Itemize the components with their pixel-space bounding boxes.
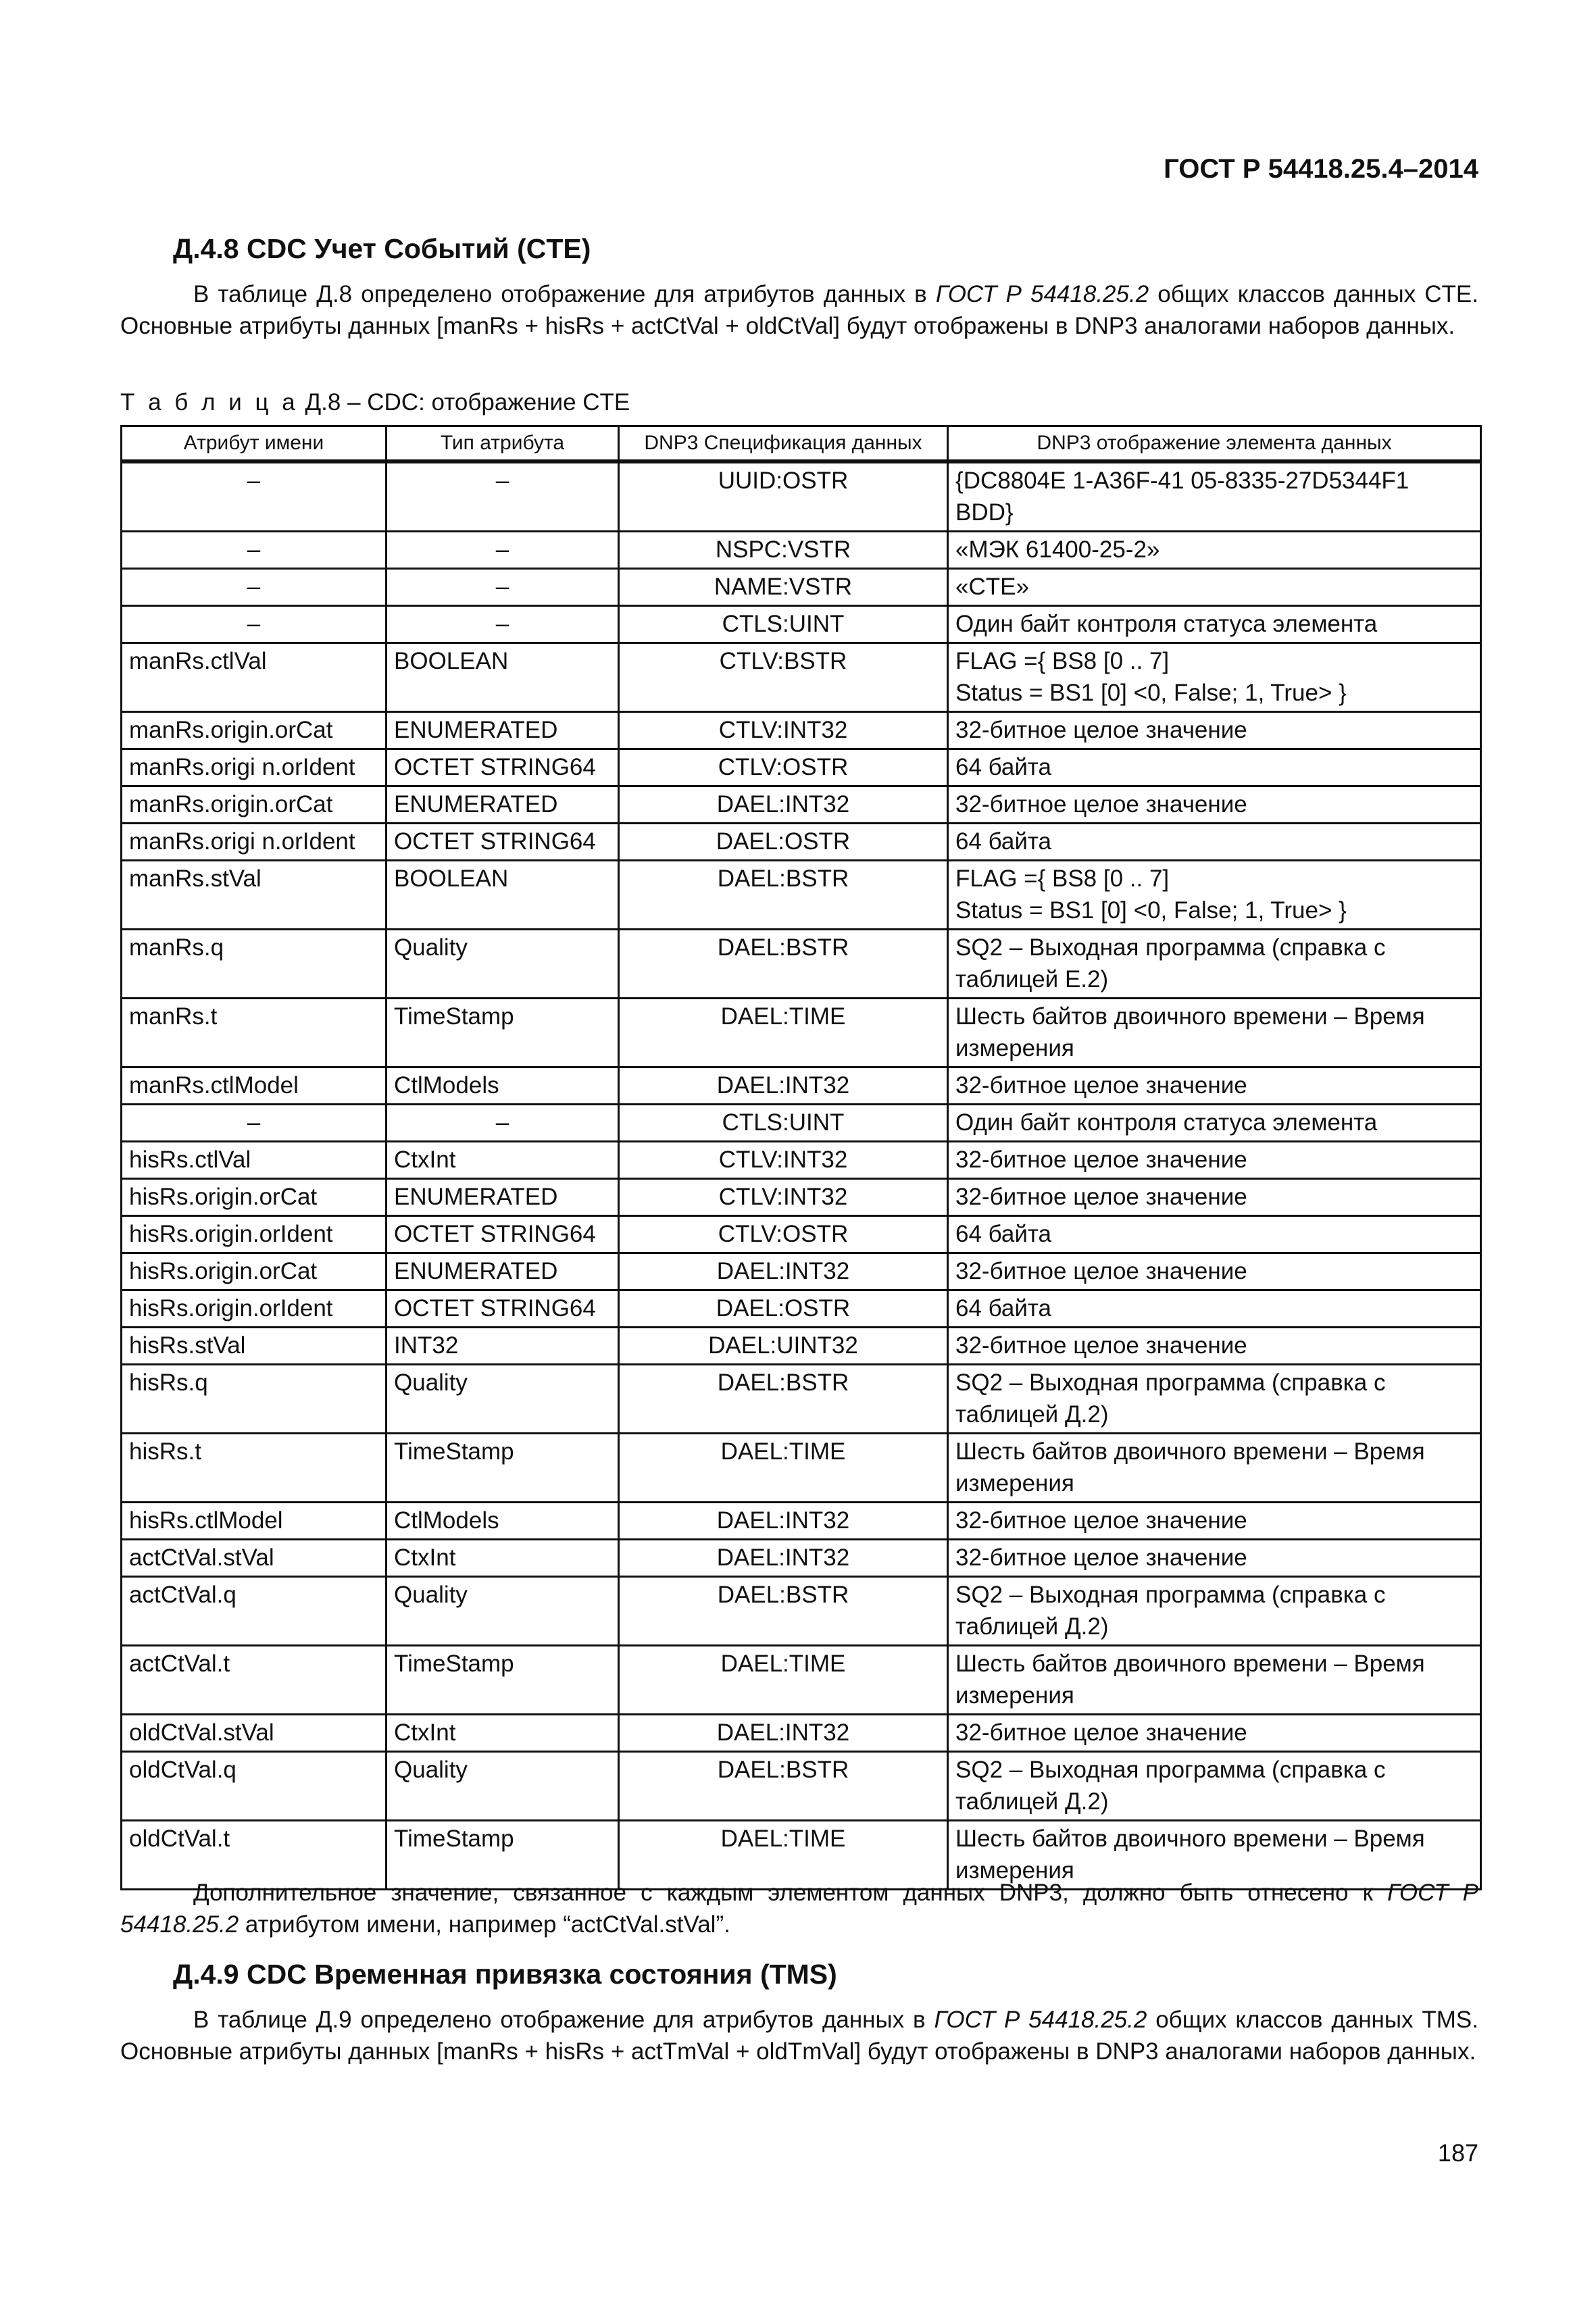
dnp3-spec-cell: DAEL:UINT32 [619,1328,948,1365]
dnp3-mapping-cell: 32-битное целое значение [948,1067,1481,1105]
section-title-tms: Д.4.9 CDC Временная привязка состояния (TMS) [173,1959,837,1990]
column-header: DNP3 отображение элемента данных [948,426,1481,462]
table-caption-label: Т а б л и ц а [120,389,299,416]
section-title-cte: Д.4.8 CDC Учет Событий (CTE) [173,233,591,264]
attribute-type-cell: ENUMERATED [386,1179,619,1216]
table-row [122,999,1481,1067]
dnp3-mapping-cell: Шесть байтов двоичного времени – Время измерения [948,999,1481,1067]
dnp3-mapping-cell: 32-битное целое значение [948,1328,1481,1365]
column-header: DNP3 Спецификация данных [619,426,948,462]
attribute-type-cell: TimeStamp [386,1821,619,1890]
dnp3-spec-cell: CTLV:OSTR [619,749,948,786]
attribute-name-cell: manRs.origi n.orIdent [122,749,386,786]
attribute-type-cell: CtxInt [386,1715,619,1752]
attribute-name-cell: manRs.t [122,999,386,1067]
table-row [122,749,1481,786]
dnp3-mapping-cell: 32-битное целое значение [948,1253,1481,1290]
dnp3-mapping-cell: 64 байта [948,1216,1481,1253]
dnp3-mapping-cell: 64 байта [948,824,1481,861]
attribute-name-cell: hisRs.t [122,1434,386,1503]
attribute-name-cell: hisRs.origin.orIdent [122,1216,386,1253]
attribute-name-cell: manRs.origi n.orIdent [122,824,386,861]
attribute-name-cell: – [122,569,386,606]
attribute-name-cell: – [122,461,386,532]
dnp3-spec-cell: NAME:VSTR [619,569,948,606]
page-number: 187 [1437,2139,1478,2167]
table-row [122,532,1481,569]
table-row [122,606,1481,643]
attribute-type-cell: OCTET STRING64 [386,1290,619,1328]
paragraph-text: В таблице Д.8 определено отображение для атрибутов данных в [193,281,936,307]
table-caption-text: Д.8 – CDC: отображение CTE [298,389,630,416]
cte-mapping-table [120,425,1482,1890]
dnp3-mapping-cell: Один байт контроля статуса элемента [948,606,1481,643]
standard-reference: ГОСТ Р 54418.25.2 [934,2007,1147,2033]
dnp3-spec-cell: CTLV:OSTR [619,1216,948,1253]
dnp3-spec-cell: DAEL:OSTR [619,1290,948,1328]
dnp3-mapping-cell: 32-битное целое значение [948,712,1481,749]
paragraph-text: Дополнительное значение, связанное с каждым элементом данных DNP3, должно быть отнесено к [193,1880,1387,1906]
dnp3-mapping-cell: Шесть байтов двоичного времени – Время измерения [948,1434,1481,1503]
table-row [122,712,1481,749]
table-row [122,1503,1481,1540]
table-row [122,1434,1481,1503]
dnp3-spec-cell: UUID:OSTR [619,461,948,532]
dnp3-spec-cell: CTLV:INT32 [619,1179,948,1216]
table-row [122,1715,1481,1752]
dnp3-spec-cell: CTLS:UINT [619,606,948,643]
attribute-name-cell: hisRs.ctlModel [122,1503,386,1540]
table-row [122,1365,1481,1434]
dnp3-mapping-cell: SQ2 – Выходная программа (справка с таблицей Д.2) [948,1577,1481,1646]
attribute-name-cell: manRs.origin.orCat [122,786,386,824]
table-row [122,1179,1481,1216]
dnp3-mapping-cell: 32-битное целое значение [948,1179,1481,1216]
dnp3-spec-cell: CTLV:BSTR [619,643,948,712]
dnp3-spec-cell: CTLV:INT32 [619,1142,948,1179]
dnp3-mapping-cell: «CTE» [948,569,1481,606]
dnp3-spec-cell: CTLV:INT32 [619,712,948,749]
attribute-name-cell: actCtVal.stVal [122,1540,386,1577]
attribute-type-cell: ENUMERATED [386,712,619,749]
attribute-name-cell: manRs.ctlModel [122,1067,386,1105]
dnp3-mapping-cell: 32-битное целое значение [948,1503,1481,1540]
dnp3-spec-cell: DAEL:BSTR [619,861,948,930]
table-row [122,1290,1481,1328]
table-row [122,1216,1481,1253]
attribute-name-cell: hisRs.origin.orIdent [122,1290,386,1328]
attribute-name-cell: hisRs.origin.orCat [122,1253,386,1290]
attribute-name-cell: manRs.q [122,930,386,999]
table-row [122,643,1481,712]
attribute-name-cell: – [122,532,386,569]
dnp3-spec-cell: DAEL:TIME [619,1821,948,1890]
attribute-type-cell: OCTET STRING64 [386,824,619,861]
dnp3-spec-cell: DAEL:OSTR [619,824,948,861]
dnp3-mapping-cell: Один байт контроля статуса элемента [948,1105,1481,1142]
attribute-name-cell: manRs.ctlVal [122,643,386,712]
attribute-type-cell: CtlModels [386,1503,619,1540]
attribute-name-cell: oldCtVal.t [122,1821,386,1890]
paragraph-text: общих классов данных TMS. Основные атрибуты данных [manRs + hisRs + actTmVal + oldTmVal] будут отображены в DNP3 аналогами наборов данных. [120,2007,1478,2065]
section-tms-paragraph [120,2004,1478,2067]
dnp3-mapping-cell: FLAG ={ BS8 [0 .. 7] Status = BS1 [0] <0, False; 1, True> } [948,861,1481,930]
attribute-type-cell: ENUMERATED [386,786,619,824]
attribute-type-cell: ENUMERATED [386,1253,619,1290]
attribute-name-cell: – [122,606,386,643]
attribute-name-cell: – [122,1105,386,1142]
attribute-type-cell: – [386,569,619,606]
dnp3-mapping-cell: «МЭК 61400-25-2» [948,532,1481,569]
paragraph-text: общих классов данных CTE. Основные атрибуты данных [manRs + hisRs + actCtVal + oldCtVal] будут отображены в DNP3 аналогами наборов данных. [120,281,1478,339]
attribute-type-cell: – [386,461,619,532]
attribute-name-cell: hisRs.origin.orCat [122,1179,386,1216]
table-body [122,461,1481,1890]
table-row [122,1067,1481,1105]
document-header: ГОСТ Р 54418.25.4–2014 [1164,154,1478,184]
attribute-type-cell: OCTET STRING64 [386,749,619,786]
attribute-type-cell: CtxInt [386,1540,619,1577]
attribute-type-cell: CtlModels [386,1067,619,1105]
attribute-name-cell: hisRs.ctlVal [122,1142,386,1179]
dnp3-mapping-cell: 32-битное целое значение [948,1715,1481,1752]
dnp3-spec-cell: CTLS:UINT [619,1105,948,1142]
attribute-type-cell: – [386,1105,619,1142]
attribute-name-cell: oldCtVal.q [122,1752,386,1821]
dnp3-spec-cell: DAEL:INT32 [619,1540,948,1577]
dnp3-spec-cell: DAEL:BSTR [619,1577,948,1646]
table-row [122,824,1481,861]
attribute-name-cell: oldCtVal.stVal [122,1715,386,1752]
attribute-name-cell: actCtVal.t [122,1646,386,1715]
table-caption [120,389,630,416]
attribute-type-cell: CtxInt [386,1142,619,1179]
column-header: Атрибут имени [122,426,386,462]
attribute-name-cell: actCtVal.q [122,1577,386,1646]
table-row [122,930,1481,999]
table-row [122,1646,1481,1715]
table-row [122,1577,1481,1646]
dnp3-spec-cell: DAEL:BSTR [619,930,948,999]
attribute-name-cell: hisRs.stVal [122,1328,386,1365]
attribute-type-cell: OCTET STRING64 [386,1216,619,1253]
attribute-type-cell: TimeStamp [386,999,619,1067]
attribute-name-cell: manRs.origin.orCat [122,712,386,749]
attribute-type-cell: TimeStamp [386,1646,619,1715]
table-row [122,1752,1481,1821]
dnp3-spec-cell: DAEL:TIME [619,999,948,1067]
paragraph-text: атрибутом имени, например “actCtVal.stVal”. [239,1911,730,1938]
dnp3-spec-cell: DAEL:TIME [619,1646,948,1715]
column-header: Тип атрибута [386,426,619,462]
dnp3-spec-cell: DAEL:INT32 [619,1253,948,1290]
standard-reference: ГОСТ Р 54418.25.2 [935,281,1149,307]
table-row [122,861,1481,930]
section-cte-paragraph [120,278,1478,342]
dnp3-mapping-cell: 64 байта [948,1290,1481,1328]
table-row [122,1253,1481,1290]
table-row [122,786,1481,824]
attribute-type-cell: Quality [386,1752,619,1821]
attribute-name-cell: manRs.stVal [122,861,386,930]
note-paragraph [120,1877,1478,1940]
attribute-type-cell: BOOLEAN [386,861,619,930]
table-row [122,569,1481,606]
dnp3-spec-cell: DAEL:BSTR [619,1365,948,1434]
table-row [122,1142,1481,1179]
dnp3-mapping-cell: 64 байта [948,749,1481,786]
attribute-type-cell: INT32 [386,1328,619,1365]
attribute-type-cell: Quality [386,1577,619,1646]
attribute-type-cell: TimeStamp [386,1434,619,1503]
attribute-type-cell: BOOLEAN [386,643,619,712]
dnp3-mapping-cell: Шесть байтов двоичного времени – Время измерения [948,1646,1481,1715]
table-row [122,1540,1481,1577]
table-row [122,1328,1481,1365]
dnp3-mapping-cell: SQ2 – Выходная программа (справка с таблицей Е.2) [948,930,1481,999]
dnp3-mapping-cell: SQ2 – Выходная программа (справка с таблицей Д.2) [948,1365,1481,1434]
attribute-type-cell: Quality [386,1365,619,1434]
dnp3-spec-cell: DAEL:INT32 [619,1715,948,1752]
dnp3-mapping-cell: 32-битное целое значение [948,786,1481,824]
attribute-type-cell: – [386,532,619,569]
table-header-row [122,426,1481,462]
dnp3-spec-cell: DAEL:BSTR [619,1752,948,1821]
dnp3-spec-cell: DAEL:INT32 [619,1503,948,1540]
dnp3-spec-cell: DAEL:TIME [619,1434,948,1503]
standard-reference: ГОСТ Р 54418.25.2 [120,1880,1478,1938]
dnp3-mapping-cell: {DC8804E 1-A36F-41 05-8335-27D5344F1 BDD} [948,461,1481,532]
dnp3-spec-cell: DAEL:INT32 [619,786,948,824]
attribute-type-cell: – [386,606,619,643]
dnp3-mapping-cell: 32-битное целое значение [948,1142,1481,1179]
dnp3-mapping-cell: Шесть байтов двоичного времени – Время измерения [948,1821,1481,1890]
attribute-type-cell: Quality [386,930,619,999]
attribute-name-cell: hisRs.q [122,1365,386,1434]
dnp3-mapping-cell: SQ2 – Выходная программа (справка с таблицей Д.2) [948,1752,1481,1821]
paragraph-text: В таблице Д.9 определено отображение для атрибутов данных в [193,2007,934,2033]
dnp3-mapping-cell: FLAG ={ BS8 [0 .. 7] Status = BS1 [0] <0, False; 1, True> } [948,643,1481,712]
table-row [122,1105,1481,1142]
dnp3-mapping-cell: 32-битное целое значение [948,1540,1481,1577]
dnp3-spec-cell: DAEL:INT32 [619,1067,948,1105]
table-row [122,461,1481,532]
dnp3-spec-cell: NSPC:VSTR [619,532,948,569]
